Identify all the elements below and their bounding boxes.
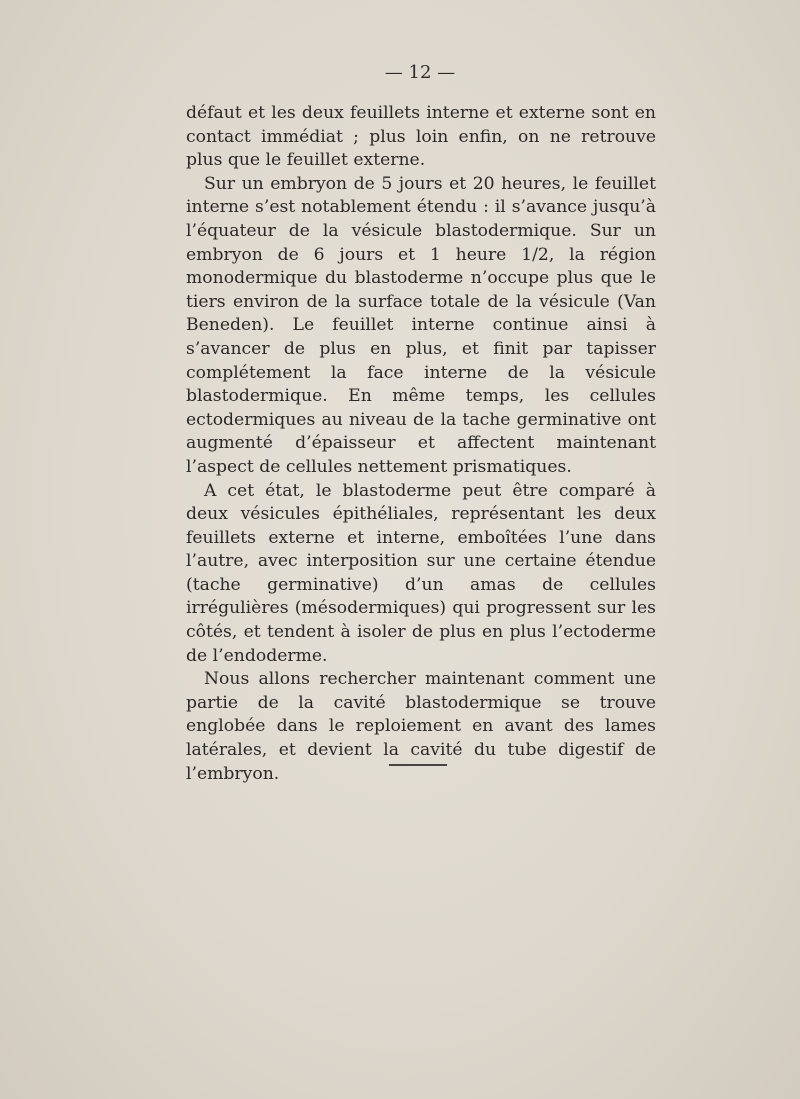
paragraph-3: A cet état, le blastoderme peut être comparé à deux vésicules épithéliales, représentant les deux feuillets externe et interne, emboîtées l’une dans l’autre, avec interposition sur une certaine étendue (tache germinative) d’un amas de cellules irrégulières (mésodermiques) qui progressent sur les côtés, et tendent à isoler de plus en plus l’ectoderme de l’endoderme. — [186, 480, 656, 666]
paragraph-2: Sur un embryon de 5 jours et 20 heures, le feuillet interne s’est notablement étendu : il s’avance jusqu’à l’équateur de la vésicule blastodermique. Sur un embryon de 6 jours et 1 heure 1/2, la région monodermique du blastoderme n’occupe plus que le tiers environ de la surface totale de la vésicule (Van Beneden). Le feuillet interne continue ainsi à s’avancer de plus en plus, et finit par tapisser complétement la face interne de la vésicule blastodermique. En même temps, les cellules ectodermiques au niveau de la tache germinative ont augmenté d’épaisseur et affectent maintenant l’aspect de cellules nettement prismatiques. — [186, 173, 656, 477]
body-text — [186, 102, 656, 786]
paragraph-4: Nous allons rechercher maintenant comment une partie de la cavité blastodermique se trouve englobée dans le reploiement en avant des lames latérales, et devient la cavité du tube digestif de l’embryon. — [186, 669, 656, 784]
page-number: — 12 — — [384, 62, 456, 83]
section-end-rule — [389, 764, 447, 766]
paragraph-1: défaut et les deux feuillets interne et externe sont en contact immédiat ; plus loin enfin, on ne retrouve plus que le feuillet externe. — [186, 103, 656, 171]
